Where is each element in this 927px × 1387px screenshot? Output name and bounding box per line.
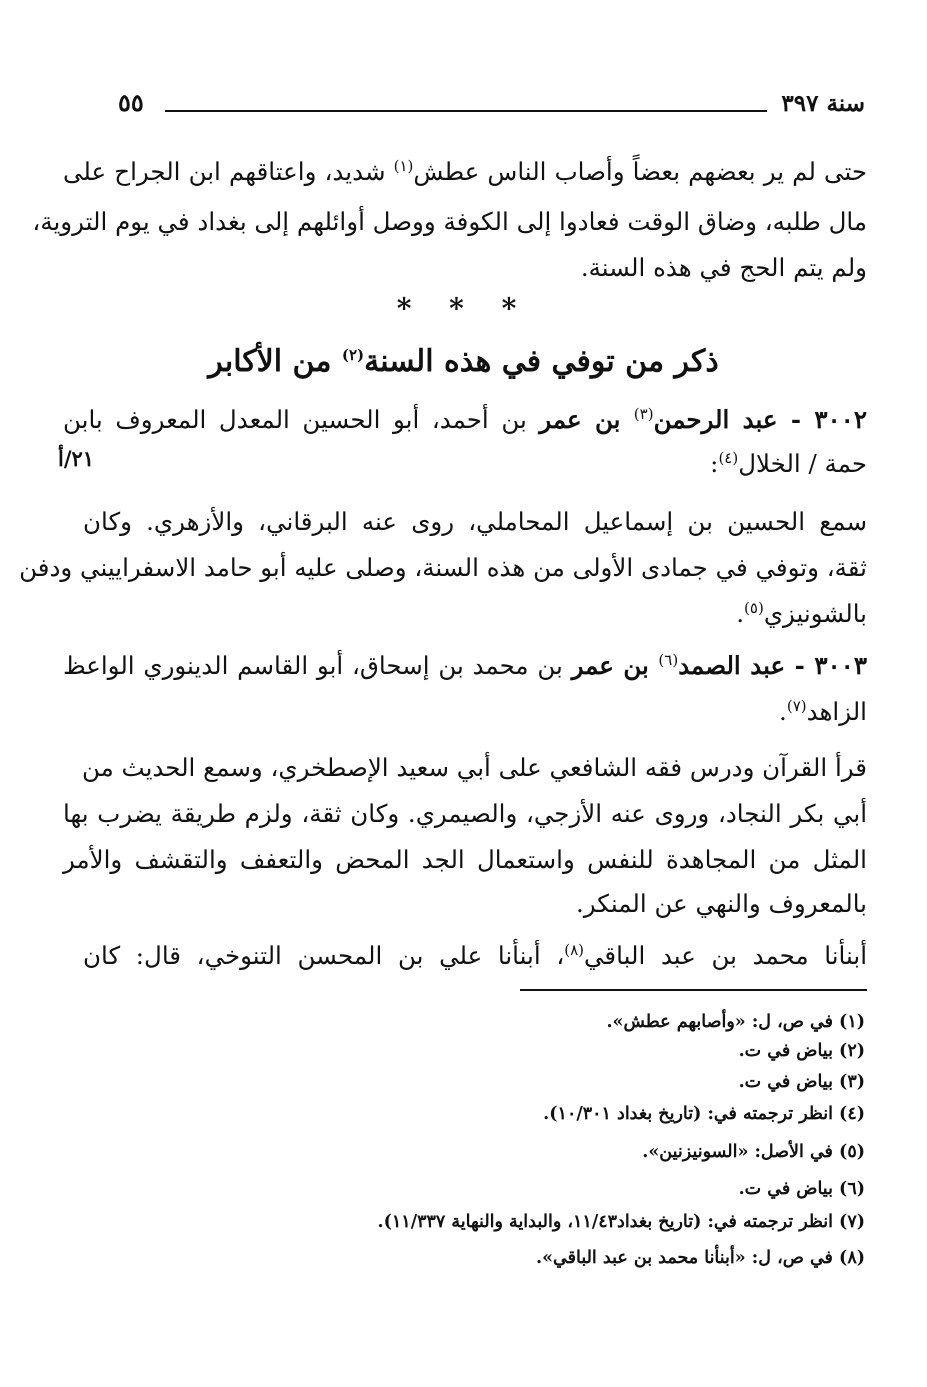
intro-line-3: ولم يتم الحج في هذه السنة. [580, 253, 867, 282]
footnote-2: (٢) بياض في ت. [738, 1041, 865, 1061]
para-3002-line-3: بالشونيزي$^{(٥)}$. [736, 598, 867, 628]
footnote-ref-2[interactable]: (٢) [341, 346, 365, 364]
manuscript-folio-note: ٢١/أ [58, 446, 95, 471]
footnote-ref-7[interactable]: (٧) [786, 696, 807, 715]
intro-line-1: حتى لم ير بعضهم بعضاً وأصاب الناس عطش$^{(١)}$ شديد، واعتاقهم ابن الجراح على [63, 156, 867, 186]
footnote-1: (١) في ص، ل: «وأصابهم عطش». [606, 1012, 865, 1032]
footnote-4: (٤) انظر ترجمته في: (تاريخ بغداد ١٠/٣٠١). [543, 1104, 865, 1124]
footnote-7: (٧) انظر ترجمته في: (تاريخ بغداد١١/٤٣، والبداية والنهاية ١١/٣٣٧). [377, 1212, 865, 1232]
para-3003-line-1: قرأ القرآن ودرس فقه الشافعي على أبي سعيد الإصطخري، وسمع الحديث من [81, 753, 867, 782]
para-3002-line-1: سمع الحسين بن إسماعيل المحاملي، روى عنه البرقاني، والأزهري. وكان [83, 507, 867, 536]
footnote-ref-5[interactable]: (٥) [744, 598, 764, 617]
para-3003-line-3: المثل من المجاهدة للنفس واستعمال الجد المحض والتعفف والتقشف والأمر [63, 845, 867, 874]
para-3003-line-2: أبي بكر النجاد، وروى عنه الأزجي، والصيمري. وكان ثقة، ولزم طريقة يضرب بها [63, 799, 867, 828]
footnote-separator [520, 989, 867, 991]
section-divider: * * * [396, 292, 531, 325]
footnote-ref-3[interactable]: (٣) [633, 404, 654, 423]
footnote-ref-1[interactable]: (١) [393, 156, 414, 175]
running-header-year: سنة ٣٩٧ [781, 90, 865, 117]
entry-3002-line-2: حمة / الخلال$^{(٤)}$: [710, 448, 867, 478]
section-heading: ذكر من توفي في هذه السنة$^{(٢)}$ من الأكابر [208, 344, 719, 379]
page-number: ٥٥ [118, 88, 144, 117]
para-last-line-1: أبنأنا محمد بن عبد الباقي$^{(٨)}$، أبنأنا علي بن المحسن التنوخي، قال: كان [83, 940, 867, 970]
footnote-3: (٣) بياض في ت. [738, 1072, 865, 1092]
footnote-5: (٥) في الأصل: «السونيزنين». [642, 1142, 865, 1162]
entry-3002-heading: ٣٠٠٢ - عبد الرحمن$^{(٣)}$ بن عمر بن أحمد، أبو الحسين المعدل المعروف بابن [63, 404, 867, 434]
header-rule [165, 110, 767, 112]
footnote-8: (٨) في ص، ل: «أبنأنا محمد بن عبد الباقي». [536, 1248, 865, 1268]
para-3003-line-4: بالمعروف والنهي عن المنكر. [576, 889, 867, 918]
para-3002-line-2: ثقة، وتوفي في جمادى الأولى من هذه السنة، وصلى عليه أبو حامد الاسفراييني ودفن [19, 553, 867, 582]
entry-3003-line-2: الزاهد$^{(٧)}$. [779, 696, 867, 726]
footnote-ref-6[interactable]: (٦) [658, 650, 679, 669]
footnote-ref-8[interactable]: (٨) [564, 940, 585, 959]
footnote-ref-4[interactable]: (٤) [718, 448, 739, 467]
entry-3003-heading: ٣٠٠٣ - عبد الصمد$^{(٦)}$ بن عمر بن محمد بن إسحاق، أبو القاسم الدينوري الواعظ [63, 650, 867, 680]
footnote-6: (٦) بياض في ت. [738, 1179, 865, 1199]
intro-line-2: مال طلبه، وضاق الوقت فعادوا إلى الكوفة ووصل أوائلهم إلى بغداد في يوم التروية، [32, 207, 867, 236]
